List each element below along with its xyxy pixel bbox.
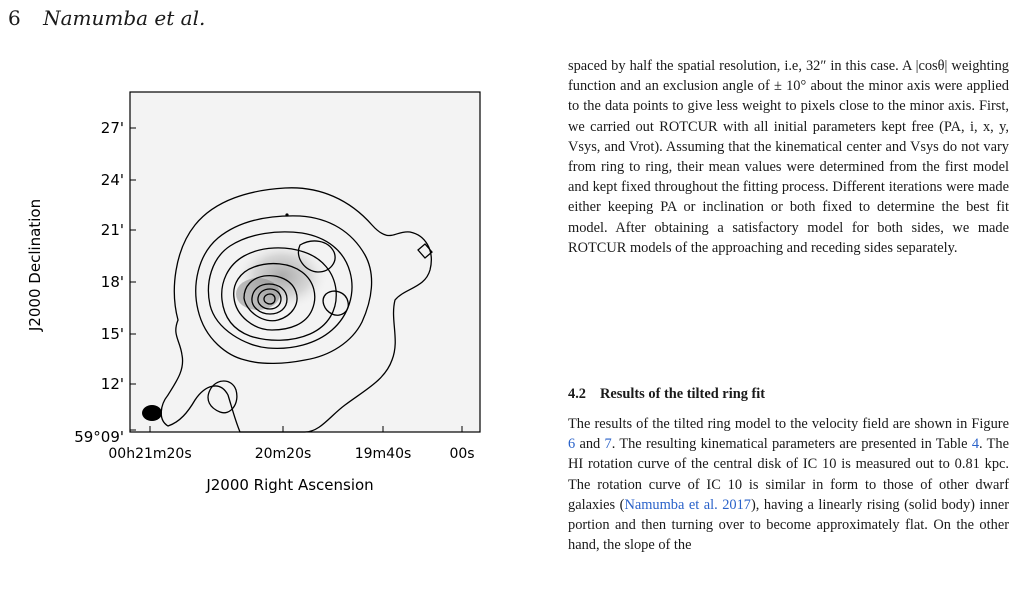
body-paragraph-results (568, 414, 1009, 555)
ytick-label: 12' (100, 375, 124, 393)
body-paragraph: spaced by half the spatial resolution, i.e, 32″ in this case. A |cosθ| weighting function and an exclusion angle of ± 10° about the minor axis were applied to the data points to give less weight to pixels close to the minor axis. First, we carried out ROTCUR with all initial parameters kept free (PA, i, x, y, Vsys, and Vrot). Assuming that the kinematical center and Vsys do not vary from ring to ring, their mean values were determined from the first model and kept fixed throughout the fitting process. Different iterations were made either keeping PA or inclination or both fixed to determine the best fit model. After obtaining a satisfactory model for both sides, we made ROTCUR models of the approaching and receding sides separately. (568, 58, 1009, 256)
x-axis-title: J2000 Right Ascension (206, 476, 374, 494)
ytick-label: 59°09' (74, 428, 124, 446)
beam-ellipse (142, 405, 162, 421)
ytick-label: 18' (100, 273, 124, 291)
page-header (8, 6, 205, 30)
text-run: . The resulting kinematical parameters are presented in Table (611, 436, 972, 453)
contour-map (0, 60, 500, 587)
xtick-label: 19m40s (354, 446, 412, 462)
y-axis-title: J2000 Declination (26, 198, 44, 332)
ytick-label: 21' (100, 221, 124, 239)
noise-point (285, 213, 288, 216)
text-run: ), having a linearly rising (solid body) inner portion and then turning over to become approximately flat. On the other hand, the slope of the (568, 496, 1010, 554)
ytick-label: 27' (100, 119, 124, 137)
figure-ref-link[interactable]: 7 (604, 436, 612, 453)
section-heading (568, 384, 765, 404)
table-ref-link[interactable]: 4 (971, 436, 980, 453)
section-number: 4.2 (568, 386, 586, 402)
figure-ref-link[interactable]: 6 (568, 436, 576, 453)
running-head-authors: Namumba et al. (43, 6, 206, 30)
ytick-label: 15' (100, 325, 124, 343)
citation-link[interactable]: Namumba et al. 2017 (624, 496, 751, 513)
xtick-label: 00h21m20s (108, 446, 192, 462)
grayscale-core (236, 278, 280, 310)
hi-contour-figure (0, 60, 500, 587)
ytick-label: 24' (100, 171, 124, 189)
xtick-label: 00s (449, 446, 475, 462)
xtick-label: 20m20s (254, 446, 312, 462)
text-run: The results of the tilted ring model to the velocity field are shown in Figure (568, 416, 1009, 432)
text-run: . The HI rotation curve of the central disk of IC 10 is measured out to 0.81 kpc. The rotation curve of IC 10 is similar in form to those of other dwarf galaxies ( (568, 436, 1009, 513)
section-title: Results of the tilted ring fit (600, 386, 766, 402)
text-run: and (575, 436, 605, 453)
page-number: 6 (8, 6, 21, 30)
